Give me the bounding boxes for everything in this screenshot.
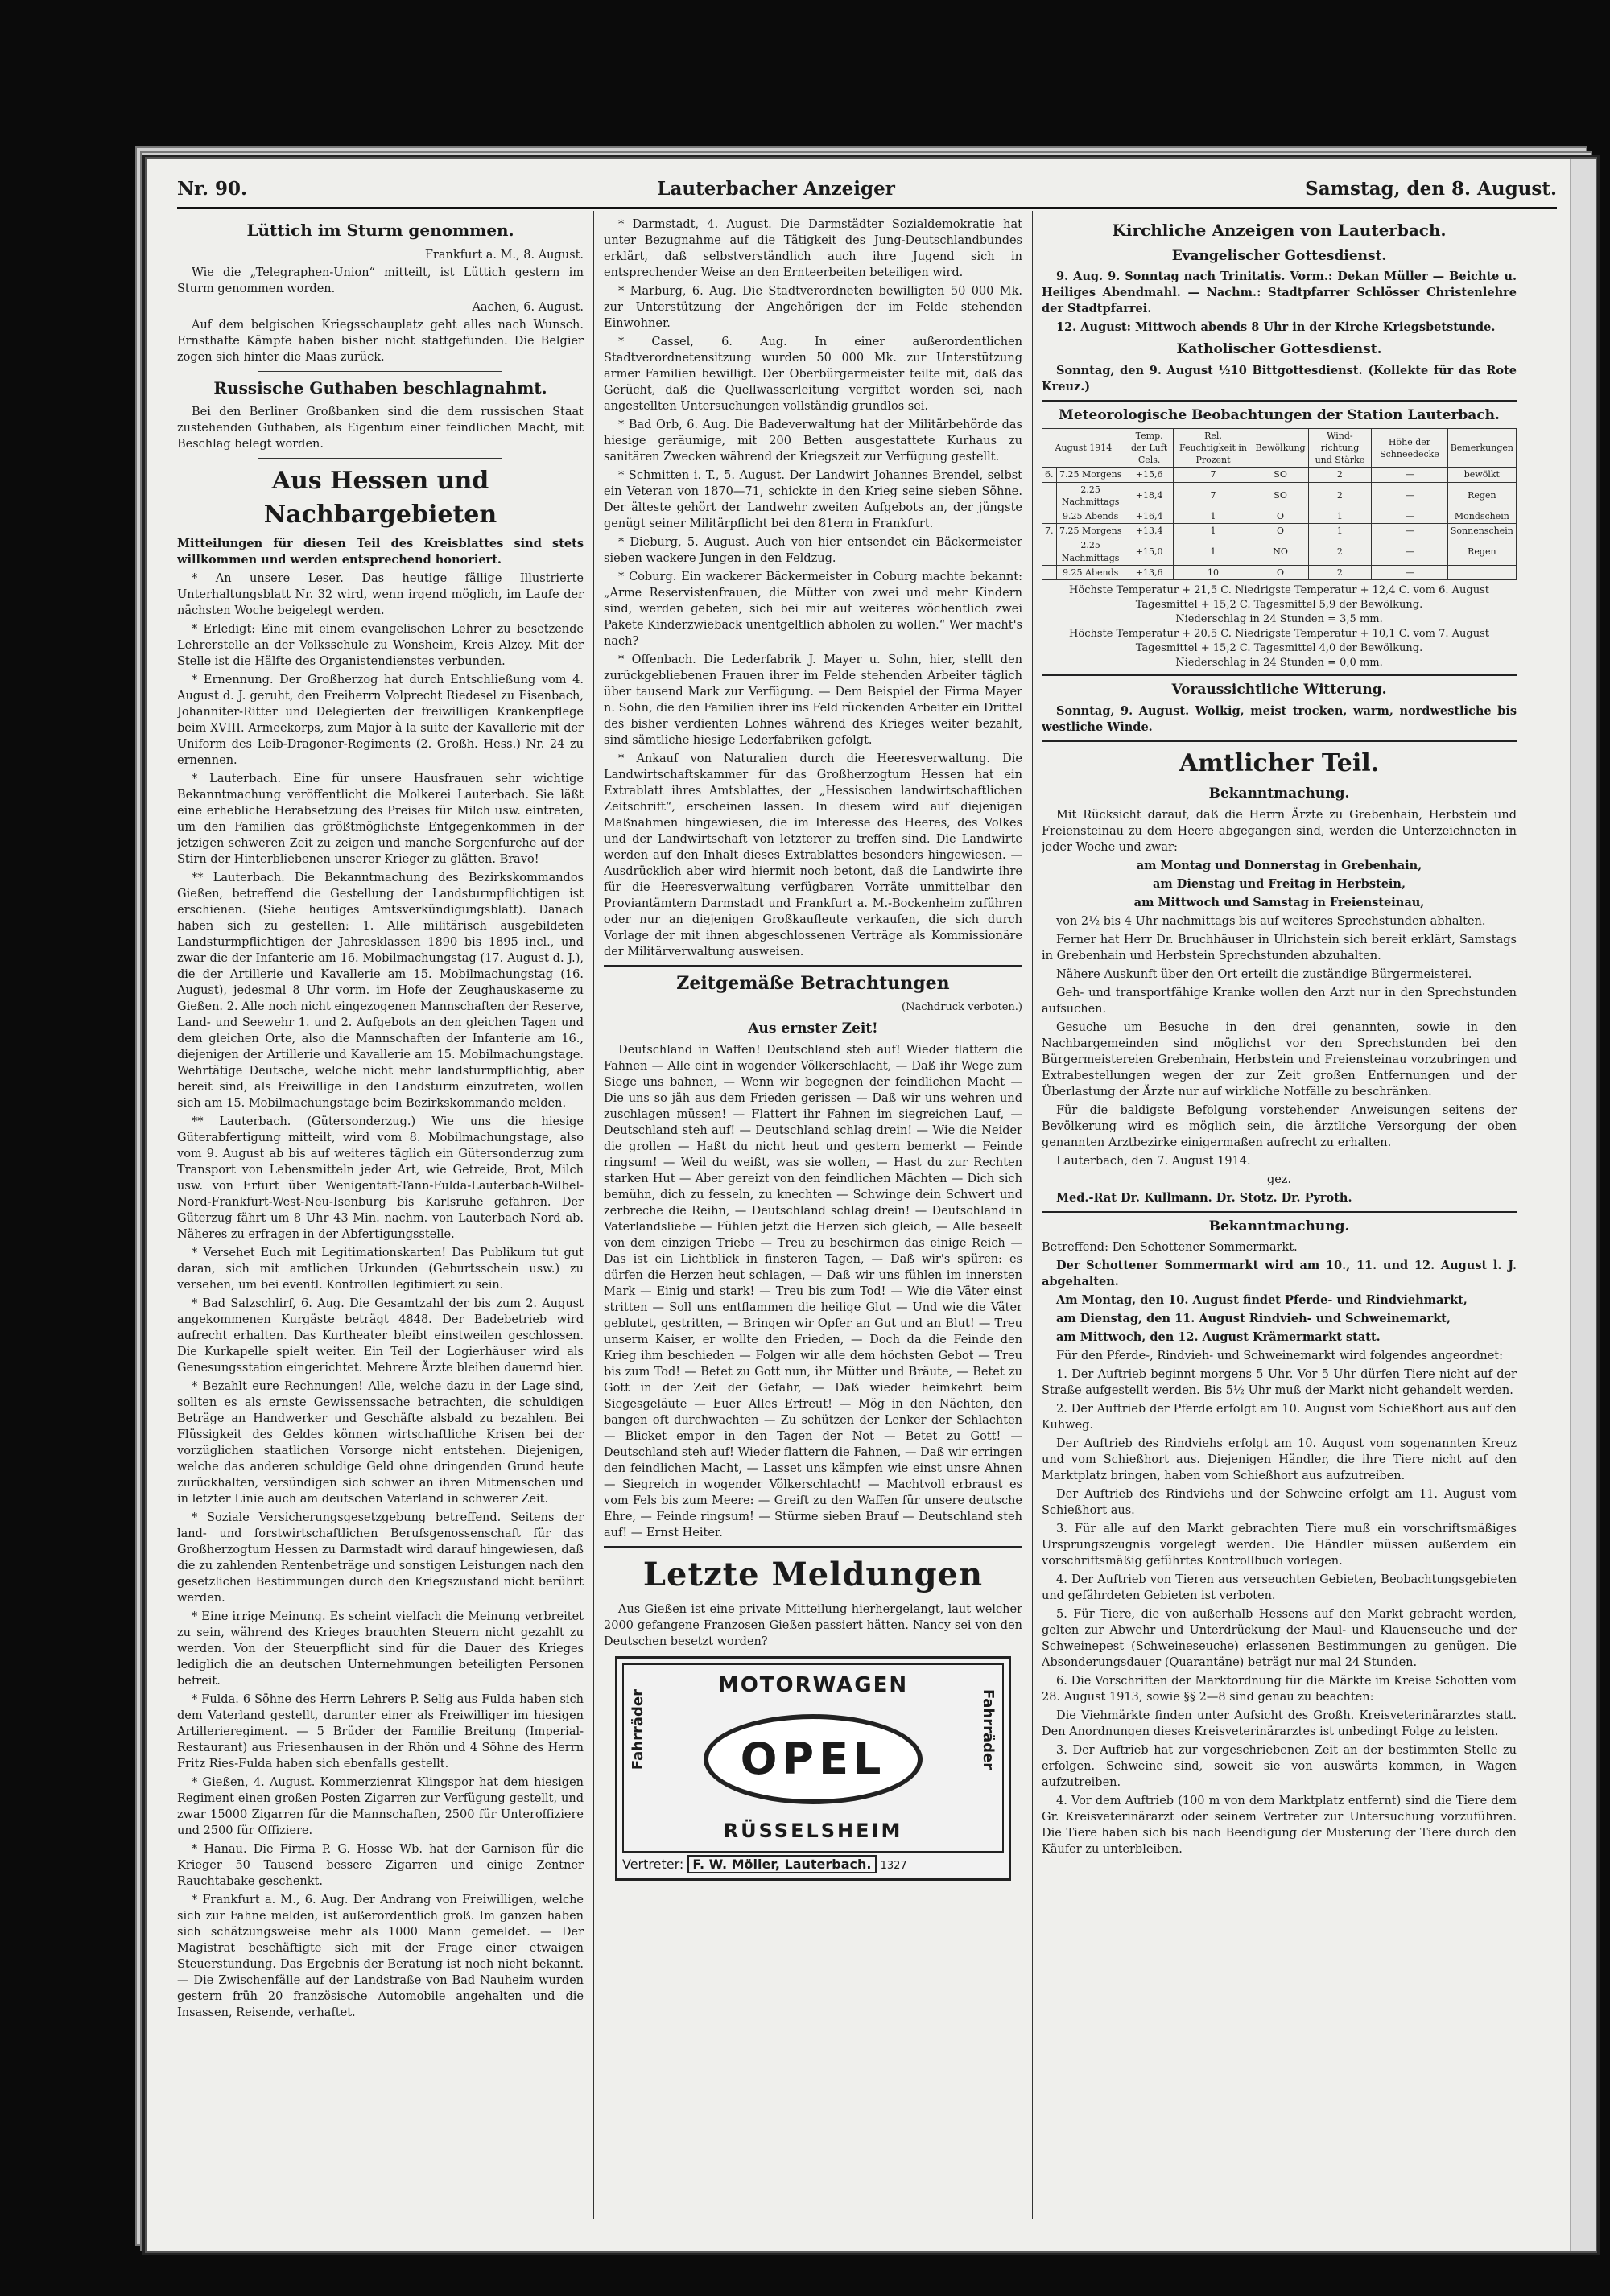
notice-text: Nähere Auskunft über den Ort erteilt die zuständige Bürgermeisterei. — [1056, 967, 1472, 981]
ad-bottom-text: RÜSSELSHEIM — [723, 1819, 903, 1842]
separator — [1042, 740, 1517, 742]
weather-table-cell: +18,4 — [1125, 482, 1174, 509]
notice-text: am Mittwoch und Samstag in Freiensteinau, — [1133, 895, 1425, 909]
headline-zeitgemaesse: Zeitgemäße Betrachtungen — [676, 973, 950, 994]
column-left — [177, 216, 584, 2227]
weather-table-cell: 10 — [1174, 565, 1253, 579]
newspaper-title: Lauterbacher Anzeiger — [657, 177, 895, 200]
weather-table-cell: 2.25 Nachmittags — [1056, 538, 1125, 565]
dateline: Aachen, 6. August. — [472, 300, 584, 314]
separator — [258, 458, 502, 459]
weather-table-cell: +16,4 — [1125, 509, 1174, 523]
article-text: Wie die „Telegraphen-Union“ mitteilt, ist Lüttich gestern im Sturm genommen worden. — [177, 266, 584, 295]
weather-table-cell: NO — [1253, 538, 1308, 565]
news-item: * Darmstadt, 4. August. Die Darmstädter Sozialdemokratie hat unter Bezugnahme auf die Tätigkeit des Jung-Deutschlandbundes erklärt, daß selbstverständlich auch ihre Jugend sich in entsprechender Weise an den Ernteerbeiten beteiligen wird. — [604, 218, 1022, 279]
news-item: * Schmitten i. T., 5. August. Der Landwirt Johannes Brendel, selbst ein Veteran von 1870—71, schickte in den Krieg seine sieben Söhne. Der älteste gehört der Landwehr zweiten Aufgebots an, der jüngste genügt seiner Militärpflicht bei den 81ern in Frankfurt. — [604, 469, 1022, 530]
notice-text: Für den Pferde-, Rindvieh- und Schweinemarkt wird folgendes angeordnet: — [1056, 1350, 1504, 1363]
notice-text: Die Viehmärkte finden unter Aufsicht des Großh. Kreisveterinärarztes statt. Den Anordnungen dieses Kreisveterinärarztes ist unbedingt Folge zu leisten. — [1042, 1709, 1517, 1739]
weather-table-cell: 2 — [1308, 482, 1372, 509]
notice-title: Bekanntmachung. — [1208, 785, 1350, 802]
news-item: * Bezahlt eure Rechnungen! Alle, welche dazu in der Lage sind, sollten es als ernste Gewissenssache betrachten, die schuldigen Beträge an Handwerker und Geschäfte alsbald zu bezahlen. Bei Flüssigkeit des Geldes können wirtschaftliche Krisen bei der vorzüglichen staatlichen Vorsorge nicht entstehen. Diejenigen, welche das anderen schuldige Geld ohne dringenden Grund heute zurückhalten, versündigen sich schwer an ihren Mitmenschen und in letzter Linie auch am deutschen Vaterland in schwerer Zeit. — [177, 1379, 584, 1506]
news-item: * An unsere Leser. Das heutige fällige Illustrierte Unterhaltungsblatt Nr. 32 wird, wenn irgend möglich, im Laufe der nächsten Woche beigelegt werden. — [177, 571, 584, 617]
weather-table-cell: Sonnenschein — [1447, 524, 1516, 538]
notice-text: 1. Der Auftrieb beginnt morgens 5 Uhr. Vor 5 Uhr dürfen Tiere nicht auf der Straße aufgestellt werden. Bis 5½ Uhr muß der Markt nicht gehandelt werden. — [1042, 1368, 1517, 1398]
news-item: * Lauterbach. Eine für unsere Hausfrauen sehr wichtige Bekanntmachung veröffentlicht die Molkerei Lauterbach. Sie läßt eine erhebliche Herabsetzung des Preises für Milch usw. eintreten, um den Familien das größtmöglichste Entgegenkommen in der jetzigen schweren Zeit zu zeigen und manche Sorgenfurche auf der Stirn der Hinterbliebenen unserer Krieger zu glätten. Bravo! — [177, 772, 584, 866]
notice-text: 4. Vor dem Auftrieb (100 m von dem Marktplatz entfernt) sind die Tiere dem Gr. Kreisveterinärarzt oder seinem Vertreter zur Untersuchung vorzuführen. Die Tiere haben sich bis nach Beendigung der Musterung der Tiere durch den Käufer zu unterbleiben. — [1042, 1795, 1517, 1857]
notice-text: Der Schottener Sommermarkt wird am 10., 11. und 12. August l. J. abgehalten. — [1042, 1259, 1517, 1289]
news-item: * Ernennung. Der Großherzog hat durch Entschließung vom 4. August d. J. geruht, den Freiherrn Volprecht Riedesel zu Eisenbach, Johanniter-Ritter und Delegierten der freiwilligen Krankenpflege beim XVIII. Armeekorps, zum Major à la suite der Kavallerie mit der Uniform des Leib-Dragoner-Regiments (2. Großh. Hess.) Nr. 24 zu ernennen. — [177, 673, 584, 767]
separator — [1042, 400, 1517, 402]
headline-luettich: Lüttich im Sturm genommen. — [246, 221, 514, 240]
weather-col-header: Wind-richtung und Stärke — [1308, 428, 1372, 468]
weather-table-cell: Regen — [1447, 482, 1516, 509]
news-item: * Erledigt: Eine mit einem evangelischen Lehrer zu besetzende Lehrerstelle an der Volksschule zu Wonsheim, Kreis Alzey. Mit der Stelle ist die Hälfte des Organistendienstes verbunden. — [177, 622, 584, 668]
notice-text: 3. Der Auftrieb hat zur vorgeschriebenen Zeit an der bestimmten Stelle zu erfolgen. Schweine sind, soweit sie von auswärts kommen, in Wagen aufzutreiben. — [1042, 1744, 1517, 1790]
weather-note: Höchste Temperatur + 21,5 C. Niedrigste Temperatur + 12,4 C. vom 6. August — [1069, 583, 1489, 596]
notice-signature: Med.-Rat Dr. Kullmann. Dr. Stotz. Dr. Pyroth. — [1056, 1190, 1352, 1205]
notice-text: 6. Die Vorschriften der Marktordnung für die Märkte im Kreise Schotten vom 28. August 1913, sowie §§ 2—8 sind genau zu beachten: — [1042, 1675, 1517, 1704]
notice-title: Bekanntmachung. — [1208, 1218, 1350, 1235]
article-text: Aus Gießen ist eine private Mitteilung hierhergelangt, laut welcher 2000 gefangene Franzosen Gießen passiert hätten. Nancy sei von den Deutschen besetzt worden? — [604, 1602, 1022, 1648]
weather-table-cell — [1042, 538, 1057, 565]
notice-text: von 2½ bis 4 Uhr nachmittags bis auf weiteres Sprechstunden abhalten. — [1056, 914, 1486, 928]
ad-frame — [622, 1663, 1004, 1853]
weather-table-cell: 2 — [1308, 468, 1372, 482]
weather-table-title: Meteorologische Beobachtungen der Station Lauterbach. — [1059, 406, 1500, 423]
news-item: * Bad Orb, 6. Aug. Die Badeverwaltung hat der Militärbehörde das hiesige geräumige, mit 200 Betten ausgestattete Kurhaus zu sanitären Zwecken während der Kriegszeit zur Verfügung gestellt. — [604, 418, 1022, 464]
weather-table-cell: 2 — [1308, 565, 1372, 579]
weather-table-cell: 9.25 Abends — [1056, 509, 1125, 523]
separator — [604, 1546, 1022, 1548]
weather-table-cell: — — [1372, 524, 1447, 538]
weather-table-row — [1042, 468, 1517, 482]
news-item: * Offenbach. Die Lederfabrik J. Mayer u. Sohn, hier, stellt den zurückgebliebenen Frauen ihrer im Felde stehenden Arbeiter täglich über tausend Mark zur Verfügung. — Dem Beispiel der Firma Mayer n. Sohn, die den Familien ihrer ins Feld rückenden Arbeiter ein Drittel des bisher verdienten Lohnes während des Krieges weiter bezahlt, sind sämtliche hiesige Lederfabriken gefolgt. — [604, 653, 1022, 747]
weather-table-cell: O — [1253, 509, 1308, 523]
weather-table-cell: — — [1372, 509, 1447, 523]
notice-gez: gez. — [1266, 1173, 1292, 1186]
notice-text: am Dienstag und Freitag in Herbstein, — [1152, 876, 1406, 891]
weather-table-cell: bewölkt — [1447, 468, 1516, 482]
news-item: * Frankfurt a. M., 6. Aug. Der Andrang von Freiwilligen, welche sich zur Fahne melden, ist außerordentlich groß. Im ganzen haben sich schätzungsweise mehr als 1000 Mann gemeldet. — Der Magistrat beschäftigte sich mit der Frage einer etwaigen Steuerstundung. Das Ergebnis der Beratung ist noch nicht bekannt. — Die Zwischenfälle auf der Landstraße von Bad Nauheim wurden gestern früh 20 französische Automobile angehalten und die Insassen, Reisende, verhaftet. — [177, 1893, 584, 2019]
notice-text: Ferner hat Herr Dr. Bruchhäuser in Ulrichstein sich bereit erklärt, Samstags in Grebenhain und Herbstein Sprechstunden abzuhalten. — [1042, 933, 1517, 963]
weather-table-cell: Regen — [1447, 538, 1516, 565]
poem-subtitle: Aus ernster Zeit! — [748, 1020, 878, 1037]
weather-table-cell — [1042, 482, 1057, 509]
notice-text: Gesuche um Besuche in den drei genannten, sowie in den Nachbargemeinden sind möglichst vor den Sprechstunden bei den Bürgermeistereien Grebenhain, Herbstein und Freiensteinau vorzubringen und Extrabestellungen wegen der zur Zeit großen Entfernungen und der Überlastung der Ärzte nur auf wirkliche Notfälle zu beschränken. — [1042, 1020, 1517, 1099]
weather-col-header: Höhe der Schneedecke — [1372, 428, 1447, 468]
ad-top-text: MOTORWAGEN — [717, 1672, 909, 1697]
weather-table-cell: 6. — [1042, 468, 1057, 482]
weather-table-row — [1042, 565, 1517, 579]
weather-table-cell: 2.25 Nachmittags — [1056, 482, 1125, 509]
weather-table-row — [1042, 524, 1517, 538]
reprint-note: (Nachdruck verboten.) — [902, 1001, 1022, 1014]
weather-table-head — [1042, 428, 1517, 468]
weather-note: Niederschlag in 24 Stunden = 0,0 mm. — [1175, 656, 1383, 669]
weather-table-cell: 7.25 Morgens — [1056, 468, 1125, 482]
weather-table-cell: 9.25 Abends — [1056, 565, 1125, 579]
weather-table-cell: 7 — [1174, 482, 1253, 509]
ad-rep-name: F. W. Möller, Lauterbach. — [687, 1855, 876, 1873]
weather-table-cell: SO — [1253, 468, 1308, 482]
notice-text: 4. Der Auftrieb von Tieren aus verseuchten Gebieten, Beobachtungsgebieten und gefährdeten Gebieten ist verboten. — [1042, 1573, 1517, 1603]
headline-letzte-meldungen: Letzte Meldungen — [642, 1555, 984, 1593]
notice-text: Mit Rücksicht darauf, daß die Herrn Ärzte zu Grebenhain, Herbstein und Freiensteinau zu dem Heere abgegangen sind, werden die Unterzeichneten in jeder Woche und zwar: — [1042, 808, 1517, 854]
church-notice: Sonntag, den 9. August ½10 Bittgottesdienst. (Kollekte für das Rote Kreuz.) — [1042, 363, 1517, 394]
ad-side-text: Fahrräder — [980, 1688, 997, 1770]
page-header — [177, 176, 1557, 200]
news-item: * Bad Salzschlirf, 6. Aug. Die Gesamtzahl der bis zum 2. August angekommenen Kurgäste beträgt 4848. Der Badebetrieb wird aufrecht erhalten. Das Kurtheater bleibt einstweilen geschlossen. Die Kurkapelle spielt weiter. Ein Teil der Logierhäuser wird als Genesungsstation eingerichtet. Mehrere Ärzte bleiben dauernd hier. — [177, 1296, 584, 1375]
weather-table-cell: +15,0 — [1125, 538, 1174, 565]
weather-col-header: Temp. der Luft Cels. — [1125, 428, 1174, 468]
article-text: Bei den Berliner Großbanken sind die dem russischen Staat zustehenden Guthaben, als Eigentum einer feindlichen Macht, mit Beschlag belegt worden. — [177, 406, 584, 451]
notice-text: am Montag und Donnerstag in Grebenhain, — [1136, 858, 1422, 872]
headline-guthaben: Russische Guthaben beschlagnahmt. — [213, 377, 547, 398]
notice-text: 5. Für Tiere, die von außerhalb Hessens auf den Markt gebracht werden, gelten zur Abwehr und Unterdrückung der Maul- und Klauenseuche und der Schweinepest (Schweineseuche) erlassenen Bestimmungen zu genügen. Die Absonderungsdauer (Quarantäne) beträgt nur mal 24 Stunden. — [1042, 1608, 1517, 1670]
issue-date: Samstag, den 8. August. — [1305, 177, 1557, 200]
forecast-title: Voraussichtliche Witterung. — [1171, 682, 1387, 699]
column-divider — [593, 211, 594, 2219]
separator — [1042, 674, 1517, 676]
news-item: * Cassel, 6. Aug. In einer außerordentlichen Stadtverordnetensitzung wurden 50 000 Mk. zur Unterstützung armer Familien bewilligt. Der Oberbürgermeister teilte mit, daß das Gerücht, daß die Quellwasserleitung vergiftet worden sei, nach angestellten Untersuchungen vollständig grundlos sei. — [604, 336, 1022, 413]
notice-text: Der Auftrieb des Rindviehs und der Schweine erfolgt am 11. August vom Schießhort aus. — [1042, 1488, 1517, 1518]
weather-table-row — [1042, 482, 1517, 509]
news-item: ** Lauterbach. (Gütersonderzug.) Wie uns die hiesige Güterabfertigung mitteilt, wird vom 8. Mobilmachungstage, also vom 9. August ab bis auf weiteres täglich ein Gütersonderzug zum Transport von Lebensmitteln jeder Art, wie Getreide, Brot, Milch usw. von Erfurt über Wenigentaft-Tann-Fulda-Lauterbach-Wilbel-Nord-Frankfurt-West-Neu-Isenburg bis Karlsruhe gefahren. Der Güterzug fährt um 8 Uhr 43 Min. nachm. von Lauterbach Nord ab. Näheres zu erfragen in der Abfertigungsstelle. — [177, 1115, 584, 1241]
issue-number: Nr. 90. — [177, 177, 248, 200]
weather-table-cell: 1 — [1174, 509, 1253, 523]
ad-representative — [622, 1856, 1004, 1873]
weather-table-cell: 2 — [1308, 538, 1372, 565]
notice-text: 2. Der Auftrieb der Pferde erfolgt am 10. August vom Schießhort aus auf den Kuhweg. — [1042, 1403, 1517, 1432]
weather-table-cell: 1 — [1308, 509, 1372, 523]
weather-col-header: August 1914 — [1042, 428, 1125, 468]
opel-logo: OPEL — [704, 1714, 923, 1804]
headline-kirchliche: Kirchliche Anzeigen von Lauterbach. — [1112, 221, 1447, 240]
news-item: ** Lauterbach. Die Bekanntmachung des Bezirkskommandos Gießen, betreffend die Gestellung der Landsturmpflichtigen ist erschienen. (Siehe heutiges Amtsverkündigungsblatt). Danach haben sich zu gestellen: 1. Alle militärisch ausgebildeten Landsturmpflichtigen der Jahresklassen 1890 bis 1895 incl., und zwar die der Infanterie am 16. Mobilmachungstag (17. August d. J.), die der Artillerie und Kavallerie am 15. Mobilmachungstag (16. August), jedesmal 8 Uhr vorm. im Hofe der Zeughauskaserne zu Gießen. 2. Alle noch nicht eingezogenen Mannschaften der Reserve, Land- und Seewehr 1. und 2. Aufgebots an den gleichen Tagen und dem gleichen Orte, also die Mannschaften der Infanterie am 16., diejenigen der Artillerie und Kavallerie am 15. Mobilmachungstage. Wehrtätige Deutsche, welche nicht mehr landsturmpflichtig, aber bereit sind, als Freiwillige in den Landsturm einzutreten, wollen sich am 15. Mobilmachungstage beim Bezirkskommando melden. — [177, 871, 584, 1110]
weather-table-cell — [1042, 565, 1057, 579]
article-text: Auf dem belgischen Kriegsschauplatz geht alles nach Wunsch. Ernsthafte Kämpfe haben bisher nicht stattgefunden. Die Belgier zogen sich hinter die Maas zurück. — [177, 318, 584, 364]
subheading-evangelisch: Evangelischer Gottesdienst. — [1171, 247, 1387, 264]
news-item: * Gießen, 4. August. Kommerzienrat Klingspor hat dem hiesigen Regiment einen großen Posten Zigarren zur Verfügung gestellt, und zwar 15000 Zigarren für die Mannschaften, 2500 für Unteroffiziere und 2500 für Offiziere. — [177, 1775, 584, 1837]
weather-table-cell: 1 — [1174, 538, 1253, 565]
weather-table-cell: +13,6 — [1125, 565, 1174, 579]
weather-table-cell: O — [1253, 565, 1308, 579]
weather-table-cell: — — [1372, 482, 1447, 509]
news-item: * Fulda. 6 Söhne des Herrn Lehrers P. Selig aus Fulda haben sich dem Vaterland gestellt, darunter einer als Freiwilliger im hiesigen Artillerieregiment. — 5 Brüder der Familie Breitung (Imperial-Restaurant) aus Friesenhausen in der Rhön und 4 Söhne des Herrn Fritz Ries-Fulda haben sich ebenfalls gestellt. — [177, 1692, 584, 1770]
weather-table-row — [1042, 538, 1517, 565]
weather-table-cell: SO — [1253, 482, 1308, 509]
news-item: * Eine irrige Meinung. Es scheint vielfach die Meinung verbreitet zu sein, während des Krieges brauchten Steuern nicht gezahlt zu werden. Von der Steuerpflicht sind für die Dauer des Krieges lediglich die an deutschen Unternehmungen beteiligten Personen befreit. — [177, 1610, 584, 1688]
weather-col-header: Rel. Feuchtigkeit in Prozent — [1174, 428, 1253, 468]
notice-text: Der Auftrieb des Rindviehs erfolgt am 10. August vom sogenannten Kreuz und vom Schießhort aus. Diejenigen Händler, die ihre Tiere nicht auf den Marktplatz bringen, haben vom Schießhort aus aufzutreiben. — [1042, 1437, 1517, 1483]
weather-col-header: Bewölkung — [1253, 428, 1308, 468]
weather-table-cell: 7.25 Morgens — [1056, 524, 1125, 538]
news-item: * Hanau. Die Firma P. G. Hosse Wb. hat der Garnison für die Krieger 50 Tausend bessere Zigarren und einige Zentner Rauchtabake geschenkt. — [177, 1842, 584, 1888]
notice-text: am Mittwoch, den 12. August Krämermarkt statt. — [1056, 1330, 1381, 1345]
weather-table-cell: +15,6 — [1125, 468, 1174, 482]
weather-table-cell: 7. — [1042, 524, 1057, 538]
weather-table-cell: — — [1372, 565, 1447, 579]
notice-text: Betreffend: Den Schottener Sommermarkt. — [1042, 1241, 1298, 1255]
subheading-katholisch: Katholischer Gottesdienst. — [1176, 341, 1382, 358]
separator — [1042, 1211, 1517, 1213]
weather-table-cell: Mondschein — [1447, 509, 1516, 523]
weather-note: Tagesmittel + 15,2 C. Tagesmittel 4,0 der Bewölkung. — [1135, 641, 1423, 654]
weather-note: Niederschlag in 24 Stunden = 3,5 mm. — [1175, 612, 1383, 625]
ad-side-text: Fahrräder — [630, 1688, 646, 1770]
news-item: * Marburg, 6. Aug. Die Stadtverordneten bewilligten 50 000 Mk. zur Unterstützung der Angehörigen der im Felde stehenden Einwohner. — [604, 285, 1022, 330]
dateline: Frankfurt a. M., 8. August. — [424, 248, 584, 262]
notice-text: 3. Für alle auf den Markt gebrachten Tiere muß ein vorschriftsmäßiges Ursprungszeugnis vorgelegt werden. Die Händler müssen außerdem ein vorschriftsmäßig geführtes Kontrollbuch vorlegen. — [1042, 1523, 1517, 1568]
news-item: * Dieburg, 5. August. Auch von hier entsendet ein Bäckermeister sieben wackere Jungen in den Feldzug. — [604, 536, 1022, 565]
notice-text: Geh- und transportfähige Kranke wollen den Arzt nur in den Sprechstunden aufsuchen. — [1042, 986, 1517, 1016]
weather-note: Tagesmittel + 15,2 C. Tagesmittel 5,9 der Bewölkung. — [1135, 598, 1423, 611]
section-title-hessen: Aus Hessen und Nachbargebieten — [263, 467, 497, 529]
page-binding-strip — [1570, 159, 1596, 2251]
weather-table — [1042, 428, 1517, 580]
weather-col-header: Bemerkungen — [1447, 428, 1516, 468]
weather-table-cell: O — [1253, 524, 1308, 538]
separator — [604, 965, 1022, 967]
header-rule — [177, 207, 1557, 209]
notice-date: Lauterbach, den 7. August 1914. — [1056, 1154, 1251, 1168]
weather-table-cell: 1 — [1308, 524, 1372, 538]
notice-text: Für die baldigste Befolgung vorstehender Anweisungen seitens der Bevölkerung wird es möglich sein, die ärztliche Versorgung der oben genannten Arztbezirke einigermaßen aufrecht zu erhalten. — [1042, 1103, 1517, 1149]
news-item: * Soziale Versicherungsgesetzgebung betreffend. Seitens der land- und forstwirtschaftlichen Berufsgenossenschaft für das Großherzogtum Hessen zu Darmstadt wird darauf hingewiesen, daß die zu zahlenden Rentenbeträge und sonstigen Leistungen nach den gesetzlichen Bestimmungen durch den Kriegszustand nicht berührt werden. — [177, 1511, 584, 1605]
newspaper-page — [145, 157, 1597, 2253]
news-item: * Coburg. Ein wackerer Bäckermeister in Coburg machte bekannt: „Arme Reservistenfrauen, die Mütter von zwei und mehr Kindern sind, werden gebeten, sich bei mir auf weiteres wöchentlich zwei Pakete Kinderzwieback unentgeltlich abholen zu wollen.“ Wer macht's nach? — [604, 571, 1022, 648]
weather-table-cell: — — [1372, 468, 1447, 482]
ad-rep-label: Vertreter: — [622, 1856, 684, 1872]
notice-text: am Dienstag, den 11. August Rindvieh- und Schweinemarkt, — [1056, 1312, 1451, 1326]
news-item: * Versehet Euch mit Legitimationskarten! Das Publikum tut gut daran, sich mit amtlichen Urkunden (Geburtsschein usw.) zu versehen, um bei eventl. Kontrollen legitimiert zu sein. — [177, 1246, 584, 1292]
church-notice: 9. Aug. 9. Sonntag nach Trinitatis. Vorm.: Dekan Müller — Beichte u. Heiliges Abendmahl. — Nachm.: Stadtpfarrer Schlösser Christenlehre der Stadtpfarrei. — [1042, 270, 1517, 316]
weather-table-row — [1042, 509, 1517, 523]
weather-table-cell — [1042, 509, 1057, 523]
section-note: Mitteilungen für diesen Teil des Kreisblattes sind stets willkommen und werden entsprechend honoriert. — [177, 536, 584, 567]
forecast-text: Sonntag, 9. August. Wolkig, meist trocken, warm, nordwestliche bis westliche Winde. — [1042, 703, 1517, 734]
column-divider — [1032, 211, 1033, 2219]
weather-table-cell: 1 — [1174, 524, 1253, 538]
weather-table-cell — [1447, 565, 1516, 579]
headline-amtlicher-teil: Amtlicher Teil. — [1179, 748, 1380, 777]
weather-table-cell: +13,4 — [1125, 524, 1174, 538]
notice-text: Am Montag, den 10. August findet Pferde- und Rindviehmarkt, — [1056, 1293, 1468, 1308]
weather-table-cell: 7 — [1174, 468, 1253, 482]
church-notice: 12. August: Mittwoch abends 8 Uhr in der Kirche Kriegsbetstunde. — [1056, 320, 1496, 335]
ad-code: 1327 — [880, 1859, 907, 1872]
column-middle — [604, 216, 1022, 2227]
weather-note: Höchste Temperatur + 20,5 C. Niedrigste Temperatur + 10,1 C. vom 7. August — [1069, 627, 1489, 640]
separator — [258, 371, 502, 372]
poem-text: Deutschland in Waffen! Deutschland steh auf! Wieder flattern die Fahnen — Alle eint in wogender Völkerschlacht, — Daß ihr Wege zum Siege uns bahnen, — Wenn wir begegnen der feindlichen Macht — Die uns so jäh aus dem Frieden gerissen — Daß wir uns wehren und zuschlagen müssen! — Flattert ihr Fahnen im siegreichen Lauf, — Deutschland steh auf! — Deutschland schlag drein! — Wie die Neider die grollen — Haßt du nicht heut und gestern bemerkt — Feinde ringsum! — Weil du weißt, was sie wollen, — Hast du zur Rechten starken Hut — Aber gereizt von den feindlichen Mächten — Dich sich bemühn, dich zu fesseln, zu knechten — Schwinge dein Schwert und zerbreche die Reihn, — Deutschland schlag drein! — Deutschland in Vaterlandsliebe — Fühlen jetzt die Herzen sich gleich, — Alle beseelt von dem einzigen Triebe — Treu zu beschirmen das einige Reich — Das ist ein Lichtblick in finsteren Tagen, — Daß wir's spüren: es dürfen die Herzen heut schlagen, — Daß wir uns fühlen im innersten Mark — Einig und stark! — Treu bis zum Tod! — Wie die Väter einst stritten — Soll uns entflammen die heilige Glut — Und wie die Väter geblutet, gestritten, — Bringen wir Opfer an Gut und an Blut! — Treu unserm Kaiser, er wollte den Frieden, — Doch da die Feinde den Krieg ihm beschieden — Folgen wir alle dem höchsten Gebot — Treu bis zum Tod! — Betet zu Gott nun, ihr Mütter und Bräute, — Betet zu Gott in der Zeit der Gefahr, — Daß wieder heimkehrt beim Siegesgeläute — Euer Alles Erfreut! — Mög in den Nächten, den bangen oft durchwachten — Zu schützen der Lenker der Schlachten — Blicket empor in den Tagen der Not — Betet zu Gott! — Deutschland steh auf! Wieder flattern die Fahnen, — Daß wir erringen den feindlichen Macht, — Lasset uns kämpfen wie einst unsre Ahnen — Siegreich in wogender Völkerschlacht! — Machtvoll erbraust es vom Fels bis zum Meere: — Greift zu den Waffen für unsere deutsche Ehre, — Feinde ringsum! — Stürme sieben Brauf — Deutschland steh auf! — Ernst Heiter. — [604, 1043, 1022, 1540]
opel-advertisement — [615, 1656, 1011, 1881]
weather-table-cell: — — [1372, 538, 1447, 565]
column-right — [1042, 216, 1517, 2227]
news-item: * Ankauf von Naturalien durch die Heeresverwaltung. Die Landwirtschaftskammer für das Großherzogtum Hessen hat ein Extrablatt ihres Amtsblattes, der „Hessischen landwirtschaftlichen Zeitschrift“, erscheinen lassen. In diesem wird auf diejenigen Maßnahmen hingewiesen, die im Interesse des Heeres, des Volkes und der Landwirtschaft von letzterer zu treffen sind. Die Landwirte werden auf den Inhalt dieses Extrablattes besonders hingewiesen. — Ausdrücklich aber wird hiermit noch betont, daß die Landwirte ihre für die Heeresverwaltung verfügbaren Vorräte unmittelbar den Proviantämtern Darmstadt und Frankfurt a. M.-Bockenheim zuführen oder nur an diejenigen Großkaufleute verkaufen, die sich durch Vorlage der mit ihnen abgeschlossenen Verträge als Kommissionäre der Militärverwaltung ausweisen. — [604, 752, 1022, 958]
